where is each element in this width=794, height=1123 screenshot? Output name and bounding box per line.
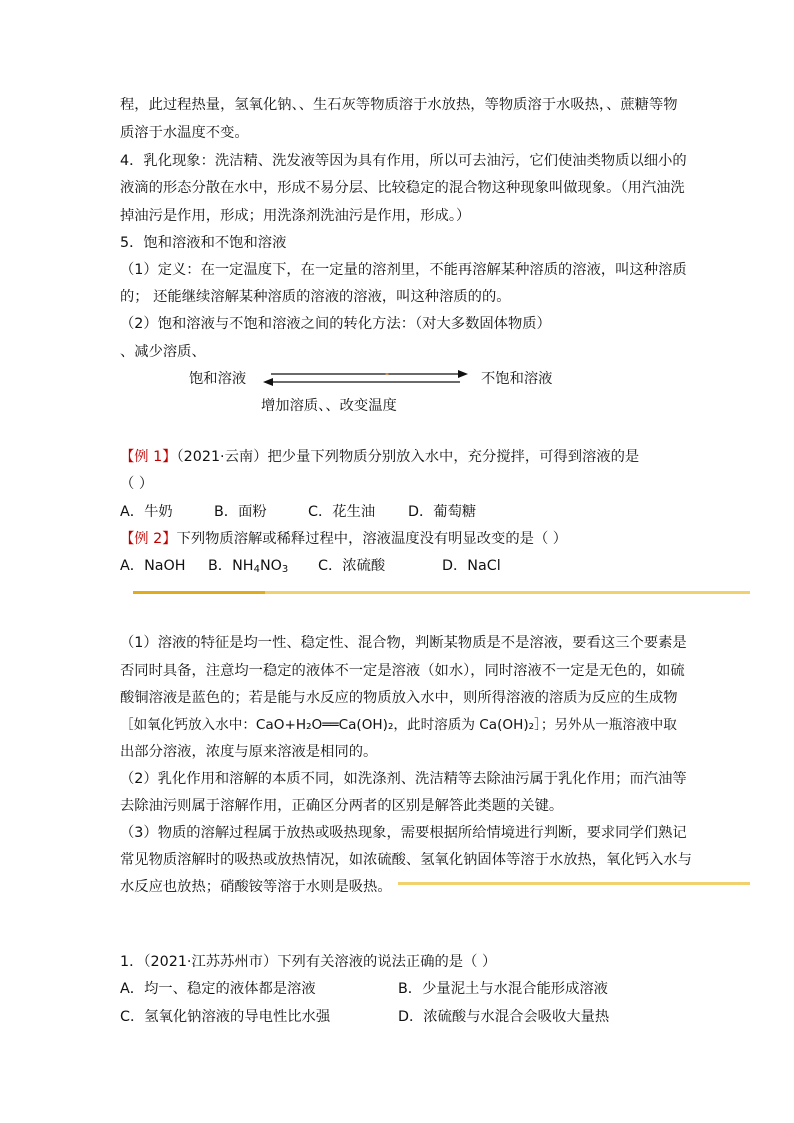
- note-line: 酸铜溶液是蓝色的；若是能与水反应的物质放入水中，则所得溶液的溶质为反应的生成物: [120, 690, 678, 706]
- text-line: 掉油污是作用，形成；用洗涤剂洗油污是作用，形成。）: [120, 208, 471, 224]
- text-line: 的； 还能继续溶解某种溶质的溶液的溶液，叫这种溶质的的。: [120, 289, 511, 305]
- question-option-a[interactable]: A．均一、稳定的液体都是溶液: [120, 981, 316, 997]
- question-option-d[interactable]: D．浓硫酸与水混合会吸收大量热: [398, 1009, 610, 1025]
- question-option-c[interactable]: C．氢氧化钠溶液的导电性比水强: [120, 1009, 331, 1025]
- example-1-tag: 【例 1】: [120, 449, 177, 465]
- note-line: 出部分溶液，浓度与原来溶液是相同的。: [120, 744, 378, 760]
- example-1-text: （2021·云南）把少量下列物质分别放入水中，充分搅拌，可得到溶液的是: [176, 449, 640, 465]
- note-line: （3）物质的溶解过程属于放热或吸热现象，需要根据所给情境进行判断，要求同学们熟记: [120, 825, 687, 841]
- example-2-text: 下列物质溶解或稀释过程中，溶液温度没有明显改变的是（ ）: [176, 531, 568, 547]
- note-line: （2）乳化作用和溶解的本质不同，如洗涤剂、洗洁精等去除油污属于乳化作用；而汽油等: [120, 771, 687, 787]
- conversion-arrows: [263, 370, 468, 386]
- text-line: 程，此过程热量，氢氧化钠、、生石灰等物质溶于水放热，等物质溶于水吸热，、蔗糖等物: [120, 97, 678, 113]
- text-line: （2）饱和溶液与不饱和溶液之间的转化方法：（对大多数固体物质）: [120, 316, 551, 332]
- note-line: ［如氧化钙放入水中：CaO+H₂O══Ca(OH)₂，此时溶质为 Ca(OH)₂］；另外从一瓶溶液中取: [120, 717, 677, 733]
- section-heading: 5．饱和溶液和不饱和溶液: [120, 235, 287, 251]
- example-2-tag: 【例 2】: [120, 531, 177, 547]
- note-line: （1）溶液的特征是均一性、稳定性、混合物，判断某物质是不是溶液，要看这三个要素是: [120, 635, 687, 651]
- note-line: 水反应也放热；硝酸铵等溶于水则是吸热。: [120, 879, 392, 895]
- option-a[interactable]: A．牛奶: [120, 504, 173, 520]
- option-b[interactable]: [208, 556, 318, 580]
- note-line: 否同时具备，注意均一稳定的液体不一定是溶液（如水），同时溶液不一定是无色的，如硫: [120, 663, 685, 679]
- option-b-formula-mid: NO: [259, 558, 282, 574]
- text-line: （1）定义：在一定温度下，在一定量的溶剂里，不能再溶解某种溶质的溶液，叫这种溶质: [120, 262, 687, 278]
- example-2: [120, 529, 567, 549]
- example-2-options: [120, 556, 501, 580]
- example-1-options: [120, 502, 476, 522]
- example-1: [120, 447, 639, 467]
- option-d[interactable]: D．葡萄糖: [408, 504, 477, 520]
- option-d[interactable]: D．NaCl: [442, 558, 501, 574]
- option-b-sub: 3: [281, 564, 289, 575]
- option-c[interactable]: C．花生油: [308, 504, 376, 520]
- note-line: 去除油污则属于溶解作用，正确区分两者的区别是解答此类题的关键。: [120, 798, 564, 814]
- option-a[interactable]: A．NaOH: [120, 558, 186, 574]
- option-c[interactable]: C．浓硫酸: [318, 558, 386, 574]
- divider: [398, 882, 750, 885]
- question-stem: 1．（2021·江苏苏州市）下列有关溶液的说法正确的是（ ）: [120, 954, 497, 970]
- diagram-saturated-label: 饱和溶液: [189, 371, 247, 387]
- option-b-sub: 4: [253, 564, 260, 575]
- divider: [265, 591, 750, 594]
- example-1-paren: （ ）: [120, 476, 154, 492]
- text-line: 质溶于水温度不变。: [120, 125, 249, 141]
- diagram-dot: -: [385, 367, 389, 380]
- divider-accent: [133, 591, 265, 594]
- diagram-unsaturated-label: 不饱和溶液: [481, 371, 553, 387]
- option-b-formula: B．NH: [208, 558, 254, 574]
- text-line: 、减少溶质、: [120, 344, 206, 360]
- note-line: 常见物质溶解时的吸热或放热情况，如浓硫酸、氢氧化钠固体等溶于水放热，氧化钙入水与: [120, 852, 692, 868]
- diagram-bottom-label: 增加溶质、、改变温度: [261, 398, 397, 414]
- option-b[interactable]: B．面粉: [214, 504, 267, 520]
- question-option-b[interactable]: B．少量泥土与水混合能形成溶液: [398, 981, 608, 997]
- text-line: 4．乳化现象：洗洁精、洗发液等因为具有作用，所以可去油污，它们使油类物质以细小的: [120, 153, 687, 169]
- text-line: 液滴的形态分散在水中，形成不易分层、比较稳定的混合物这种现象叫做现象。（用汽油洗: [120, 180, 685, 196]
